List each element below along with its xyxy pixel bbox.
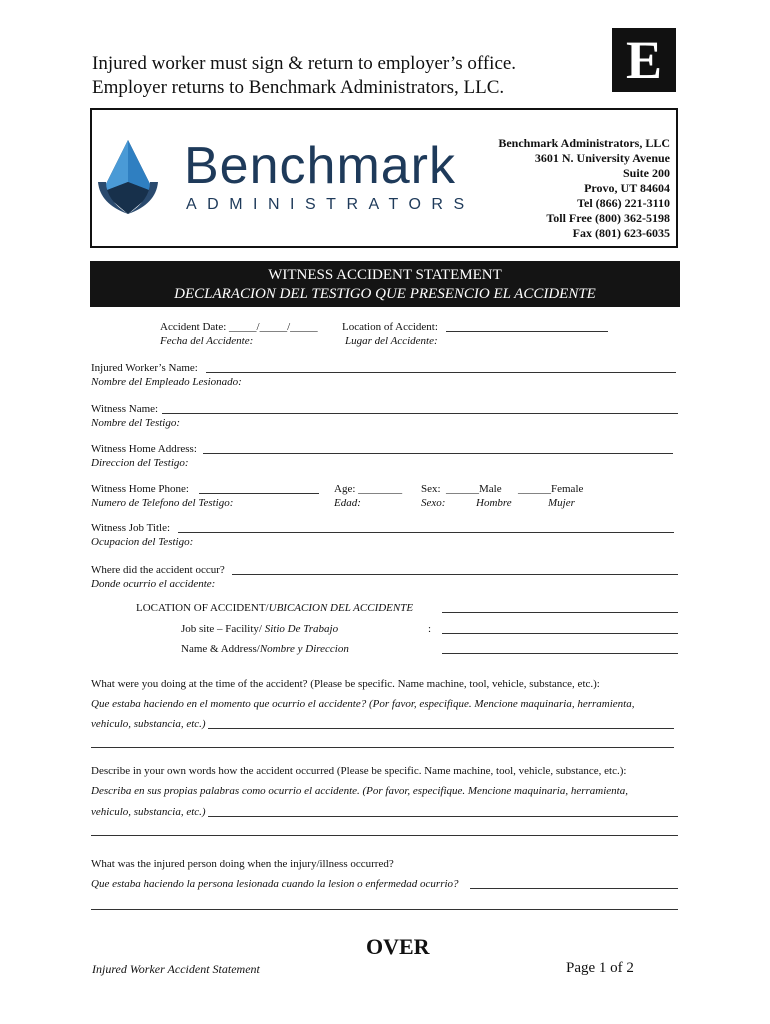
question-injured-doing-english: What was the injured person doing when the injury/illness occurred? [91, 858, 394, 870]
instruction-line-2: Employer returns to Benchmark Administrators, LLC. [92, 77, 505, 98]
question-doing-english: What were you doing at the time of the accident? (Please be specific. Name machine, tool, vehicle, substance, etc.): [91, 678, 600, 690]
question-describe-english: Describe in your own words how the accident occurred (Please be specific. Name machine, tool, vehicle, substance, etc.): [91, 765, 627, 777]
witness-name-label: Witness Name: Nombre del Testigo: [91, 403, 181, 429]
answer-doing-line-2[interactable] [91, 747, 674, 748]
question-doing-spanish: Que estaba haciendo en el momento que ocurrio el accidente? (Por favor, especifique. Mencione maquinaria, herramienta, [91, 698, 635, 710]
answer-injured-doing-line-2[interactable] [91, 909, 678, 910]
instruction-line-1: Injured worker must sign & return to employer’s office. [92, 53, 517, 74]
witness-address-input-line[interactable] [203, 453, 673, 454]
sex-label: Sex: Sexo: [421, 483, 446, 509]
location-input-line-1[interactable] [442, 612, 678, 613]
benchmark-logo-icon [96, 138, 160, 216]
footer-page-number: Page 1 of 2 [566, 960, 634, 976]
form-letter-badge: E [612, 28, 676, 92]
name-address-label: Name & Address/Nombre y Direccion [181, 643, 349, 655]
company-address [498, 136, 670, 241]
question-describe-spanish: Describa en sus propias palabras como ocurrio el accidente. (Por favor, especifique. Mencione maquinaria, herramienta, [91, 785, 628, 797]
answer-doing-line-1[interactable] [208, 728, 674, 729]
witness-address-label: Witness Home Address: Direccion del Testigo: [91, 443, 197, 469]
job-site-colon: : [428, 623, 432, 635]
question-doing-spanish-2: vehiculo, substancia, etc.) [91, 718, 206, 730]
title-english: WITNESS ACCIDENT STATEMENT [268, 267, 502, 283]
where-label: Where did the accident occur? Donde ocurrio el accidente: [91, 564, 225, 590]
job-site-input-line[interactable] [442, 633, 678, 634]
injured-name-label: Injured Worker’s Name: Nombre del Empleado Lesionado: [91, 362, 242, 388]
footer-form-name: Injured Worker Accident Statement [92, 962, 260, 976]
age-field[interactable]: Age: ________ Edad: [334, 483, 403, 509]
sex-male-option[interactable]: ______Male Hombre [446, 483, 512, 509]
title-spanish: DECLARACION DEL TESTIGO QUE PRESENCIO EL ACCIDENTE [174, 286, 596, 302]
answer-describe-line-2[interactable] [91, 835, 678, 836]
answer-injured-doing-line-1[interactable] [470, 888, 678, 889]
name-address-input-line[interactable] [442, 653, 678, 654]
address-line: Provo, UT 84604 [584, 181, 670, 195]
address-line: Benchmark Administrators, LLC [498, 136, 670, 150]
location-field-label: Location of Accident: Lugar del Accidente: [342, 321, 438, 347]
job-site-label: Job site – Facility/ Sitio De Trabajo [181, 623, 339, 635]
over-label: OVER [366, 934, 430, 959]
question-describe-spanish-2: vehiculo, substancia, etc.) [91, 806, 206, 818]
instructions [92, 52, 516, 100]
location-heading: LOCATION OF ACCIDENT/UBICACION DEL ACCIDENTE [136, 602, 414, 614]
witness-name-input-line[interactable] [162, 413, 678, 414]
address-line: Tel (866) 221-3110 [577, 196, 670, 210]
address-line: Toll Free (800) 362-5198 [546, 211, 670, 225]
logo-wordmark: Benchmark [184, 137, 456, 195]
logo-subtitle: ADMINISTRATORS [186, 196, 475, 213]
address-line: 3601 N. University Avenue [534, 151, 670, 165]
injured-name-input-line[interactable] [206, 372, 676, 373]
accident-date-field[interactable]: Accident Date: _____/_____/_____ Fecha del Accidente: [160, 321, 318, 347]
form-title-bar [90, 261, 680, 307]
job-title-label: Witness Job Title: Ocupacion del Testigo: [91, 522, 194, 548]
where-input-line[interactable] [232, 574, 678, 575]
location-input-line[interactable] [446, 331, 608, 332]
sex-female-option[interactable]: ______Female Mujer [518, 483, 584, 509]
address-line: Suite 200 [622, 166, 670, 180]
answer-describe-line-1[interactable] [208, 816, 678, 817]
witness-phone-input-line[interactable] [199, 493, 319, 494]
address-line: Fax (801) 623-6035 [572, 226, 670, 240]
witness-phone-label: Witness Home Phone: Numero de Telefono del Testigo: [91, 483, 234, 509]
job-title-input-line[interactable] [178, 532, 674, 533]
question-injured-doing-spanish: Que estaba haciendo la persona lesionada cuando la lesion o enfermedad ocurrio? [91, 878, 459, 890]
